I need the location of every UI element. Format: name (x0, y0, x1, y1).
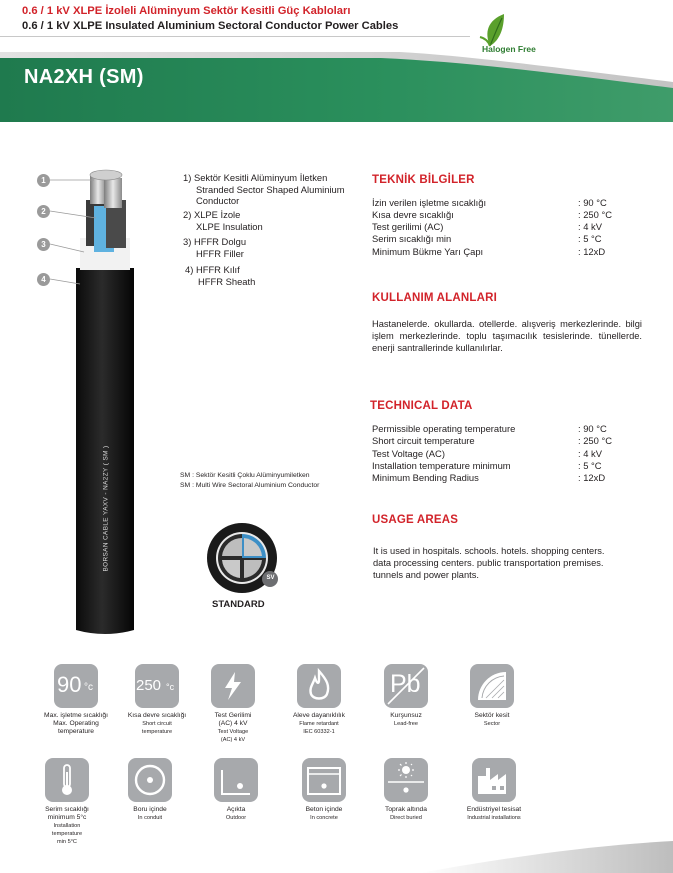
direct-buried-icon (384, 758, 428, 802)
callout-4: 4 (37, 273, 50, 286)
in-conduit-icon (128, 758, 172, 802)
cross-section-badge: SV (266, 575, 275, 581)
section-title-technical: TECHNICAL DATA (370, 400, 473, 412)
component-4: 4) HFFR Kılıf HFFR Sheath (185, 264, 256, 287)
lead-free-icon: Pb (384, 664, 428, 708)
sm-note-en: SM : Multi Wire Sectoral Aluminium Conductor (180, 482, 320, 489)
header-title-tr: 0.6 / 1 kV XLPE İzoleli Alüminyum Sektör Kesitli Güç Kabloları (22, 5, 351, 17)
kullanim-text: Hastanelerde. okullarda. otellerde. alışveriş merkezlerinde. bilgi işlem merkezlerinde. toplu taşımacılık tesislerinde. tünellerde. enerji santrallerinde kullanılırlar. (372, 319, 642, 353)
direct-buried-caption: Toprak altında Direct buried (384, 806, 427, 821)
in-concrete-caption: Beton içinde In concrete (305, 806, 343, 821)
sm-notes (180, 471, 319, 491)
component-2: 2) XLPE İzole XLPE Insulation (183, 209, 263, 232)
test-voltage-icon (211, 664, 255, 708)
header-title-en: 0.6 / 1 kV XLPE Insulated Aluminium Sectoral Conductor Power Cables (22, 20, 399, 32)
sector-icon (470, 664, 514, 708)
cross-section-diagram (204, 521, 282, 595)
in-conduit-caption: Boru içinde In conduit (133, 806, 167, 821)
component-3: 3) HFFR Dolgu HFFR Filler (183, 236, 247, 259)
standard-label: STANDARD (212, 599, 265, 610)
cable-illustration (30, 160, 170, 640)
component-1: 1) Sektör Kesitli Alüminyum İletken Stranded Sector Shaped Aluminium Conductor (183, 172, 345, 206)
halogen-free-label: Halogen Free (482, 44, 536, 54)
outdoor-caption: Açıkta Outdoor (225, 806, 247, 821)
sm-note-tr: SM : Sektör Kesitli Çoklu Alüminyumiletken (180, 472, 310, 479)
callout-1: 1 (37, 174, 50, 187)
flame-retardant-caption: Aleve dayanıklılık Flame retardant IEC 60332-1 (292, 712, 346, 735)
cable-print-text: BORSAN CABLE YAXV - NA2ZY ( SM ) (102, 445, 110, 572)
callout-2: 2 (37, 205, 50, 218)
outdoor-icon (214, 758, 258, 802)
sector-caption: Sektör kesit Sector (474, 712, 510, 727)
max-temp-icon: 90 °c (54, 664, 98, 708)
installation-temp-caption: Serim sıcaklığı minimum 5°c Installation temperature min 5°C (45, 806, 89, 845)
product-code: NA2XH (SM) (24, 66, 144, 88)
footer-swoosh (0, 835, 673, 873)
max-temp-caption: Max. işletme sıcaklığı Max. Operating temperature (44, 712, 108, 735)
short-circuit-caption: Kısa devre sıcaklığı Short circuit temperature (127, 712, 187, 735)
installation-temp-icon (45, 758, 89, 802)
header-divider (0, 36, 470, 37)
flame-retardant-icon (297, 664, 341, 708)
section-title-teknik: TEKNİK BİLGİLER (372, 174, 475, 186)
industrial-icon (472, 758, 516, 802)
test-voltage-caption: Test Gerilimi (AC) 4 kV Test Voltage (AC) 4 kV (214, 712, 252, 743)
short-circuit-icon: 250 °c (135, 664, 179, 708)
in-concrete-icon (302, 758, 346, 802)
callout-3: 3 (37, 238, 50, 251)
section-title-usage: USAGE AREAS (372, 514, 459, 526)
industrial-caption: Endüstriyel tesisat Industrial installations (466, 806, 522, 821)
lead-free-caption: Kurşunsuz Lead-free (390, 712, 422, 727)
usage-text: It is used in hospitals. schools. hotels. shopping centers. data processing centers. public transportation premises. tunnels and power plants. (373, 546, 605, 580)
section-title-kullanim: KULLANIM ALANLARI (372, 292, 497, 304)
